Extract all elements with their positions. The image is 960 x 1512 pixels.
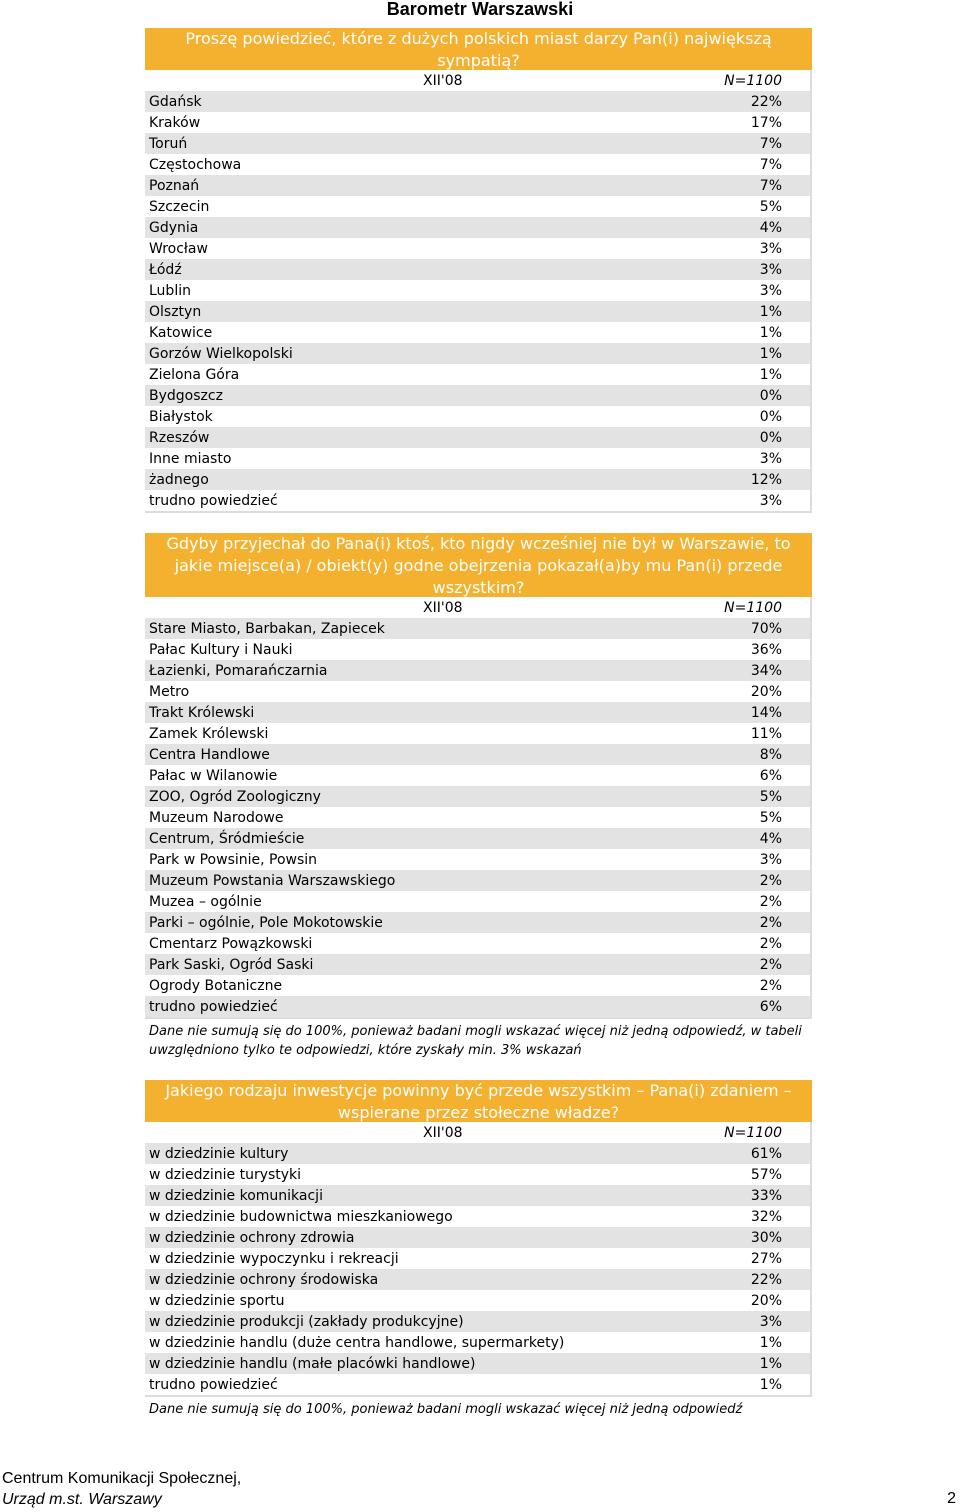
row-label: ZOO, Ogród Zoologiczny [149,788,321,805]
row-value: 20% [750,683,782,700]
row-label: Gdynia [149,219,199,236]
row-value: 4% [759,219,782,236]
table-row [145,490,810,511]
footnote: Dane nie sumują się do 100%, ponieważ badani mogli wskazać więcej niż jedną odpowiedź, w tabeli uwzględniono tylko te odpowiedzi, które zyskały min. 3% wskazań [149,1024,802,1058]
table-row [145,639,810,660]
row-value: 2% [759,956,782,973]
row-label: Katowice [149,324,213,341]
row-label: w dziedzinie ochrony zdrowia [149,1229,355,1246]
period-label: XII'08 [423,599,463,616]
row-label: Muzeum Narodowe [149,809,284,826]
question-header: Jakiego rodzaju inwestycje powinny być przede wszystkim – Pana(i) zdaniem – wspierane przez stołeczne władze? [145,1080,812,1122]
footer-office: Urząd m.st. Warszawy [2,1491,162,1508]
table-row [145,912,810,933]
row-value: 8% [759,746,782,763]
row-value: 22% [750,93,782,110]
row-label: Bydgoszcz [149,387,223,404]
table-row [145,702,810,723]
footer-organization: Centrum Komunikacji Społecznej, [2,1470,242,1487]
row-value: 7% [759,156,782,173]
row-value: 17% [750,114,782,131]
row-label: Toruń [149,135,188,152]
row-value: 57% [750,1166,782,1183]
table-row [145,744,810,765]
row-value: 20% [750,1292,782,1309]
row-value: 4% [759,830,782,847]
table-row [145,175,810,196]
table-row [145,891,810,912]
row-label: w dziedzinie produkcji (zakłady produkcyjne) [149,1313,464,1330]
question-header: Proszę powiedzieć, które z dużych polskich miast darzy Pan(i) największą sympatią? [145,28,812,70]
row-label: w dziedzinie budownictwa mieszkaniowego [149,1208,453,1225]
row-label: Ogrody Botaniczne [149,977,283,994]
table-row [145,1248,810,1269]
row-label: w dziedzinie turystyki [149,1166,302,1183]
row-value: 14% [750,704,782,721]
row-label: Pałac Kultury i Nauki [149,641,293,658]
table-body [145,91,810,511]
row-value: 0% [759,408,782,425]
row-value: 2% [759,914,782,931]
row-value: 12% [750,471,782,488]
row-value: 1% [759,1334,782,1351]
row-label: Muzeum Powstania Warszawskiego [149,872,396,889]
table-row [145,1353,810,1374]
table-row [145,91,810,112]
sample-size: N=1100 [724,72,782,89]
table-row [145,1374,810,1395]
results-table [145,597,812,1019]
table-row [145,1206,810,1227]
table-row [145,681,810,702]
table-row [145,448,810,469]
row-label: Gorzów Wielkopolski [149,345,293,362]
row-label: Cmentarz Powązkowski [149,935,313,952]
row-label: Olsztyn [149,303,202,320]
table-row [145,196,810,217]
row-label: Centrum, Śródmieście [149,830,305,847]
table-row [145,1164,810,1185]
table-row [145,975,810,996]
row-label: Częstochowa [149,156,242,173]
row-value: 3% [759,492,782,509]
row-value: 11% [750,725,782,742]
results-table [145,70,812,513]
results-table [145,1122,812,1397]
table-row [145,996,810,1017]
row-label: Muzea – ogólnie [149,893,262,910]
row-value: 6% [759,998,782,1015]
row-label: Łazienki, Pomarańczarnia [149,662,328,679]
table-row [145,301,810,322]
row-value: 2% [759,872,782,889]
survey-cities [145,28,812,513]
row-value: 3% [759,282,782,299]
row-label: Trakt Królewski [149,704,255,721]
sample-size: N=1100 [724,599,782,616]
row-value: 7% [759,135,782,152]
table-row [145,1227,810,1248]
row-value: 0% [759,429,782,446]
table-row [145,1332,810,1353]
row-label: trudno powiedzieć [149,492,278,509]
row-label: trudno powiedzieć [149,1376,278,1393]
row-value: 3% [759,261,782,278]
table-row [145,933,810,954]
table-row [145,217,810,238]
row-value: 22% [750,1271,782,1288]
table-row [145,259,810,280]
table-row [145,406,810,427]
row-label: w dziedzinie ochrony środowiska [149,1271,379,1288]
row-value: 7% [759,177,782,194]
table-row [145,1185,810,1206]
table-row [145,807,810,828]
row-value: 70% [750,620,782,637]
row-label: Lublin [149,282,191,299]
table-meta-row [145,597,810,618]
table-body [145,1143,810,1395]
table-row [145,828,810,849]
row-value: 3% [759,851,782,868]
row-value: 1% [759,1376,782,1393]
row-value: 2% [759,977,782,994]
table-row [145,364,810,385]
page-number: 2 [947,1490,956,1507]
row-value: 5% [759,198,782,215]
row-value: 6% [759,767,782,784]
table-row [145,238,810,259]
table-row [145,723,810,744]
table-row [145,870,810,891]
table-row [145,954,810,975]
row-value: 34% [750,662,782,679]
row-value: 0% [759,387,782,404]
period-label: XII'08 [423,1124,463,1141]
row-label: żadnego [149,471,209,488]
row-label: Łódź [149,261,182,278]
table-meta-row [145,70,810,91]
table-row [145,618,810,639]
table-row [145,1290,810,1311]
row-label: trudno powiedzieć [149,998,278,1015]
row-label: Gdańsk [149,93,202,110]
table-row [145,280,810,301]
table-row [145,1269,810,1290]
page-title: Barometr Warszawski [386,0,574,19]
table-row [145,385,810,406]
row-value: 2% [759,935,782,952]
table-row [145,343,810,364]
row-label: Poznań [149,177,200,194]
row-label: Pałac w Wilanowie [149,767,278,784]
table-row [145,1311,810,1332]
row-value: 1% [759,366,782,383]
row-label: Metro [149,683,190,700]
row-label: Park w Powsinie, Powsin [149,851,318,868]
row-label: Stare Miasto, Barbakan, Zapiecek [149,620,385,637]
footnote: Dane nie sumują się do 100%, ponieważ badani mogli wskazać więcej niż jedną odpowiedź [149,1402,743,1417]
row-label: w dziedzinie komunikacji [149,1187,323,1204]
row-value: 36% [750,641,782,658]
table-meta-row [145,1122,810,1143]
row-label: w dziedzinie sportu [149,1292,285,1309]
row-value: 32% [750,1208,782,1225]
table-row [145,786,810,807]
row-label: Parki – ogólnie, Pole Mokotowskie [149,914,383,931]
row-value: 1% [759,303,782,320]
row-value: 30% [750,1229,782,1246]
row-value: 2% [759,893,782,910]
row-label: Białystok [149,408,213,425]
row-label: Szczecin [149,198,210,215]
survey-investments [145,1080,812,1419]
table-row [145,112,810,133]
row-value: 5% [759,809,782,826]
table-row [145,133,810,154]
row-value: 5% [759,788,782,805]
row-label: w dziedzinie wypoczynku i rekreacji [149,1250,399,1267]
question-header: Gdyby przyjechał do Pana(i) ktoś, kto nigdy wcześniej nie był w Warszawie, to jakie miejsce(a) / obiekt(y) godne obejrzenia pokazał(a)by mu Pan(i) przede wszystkim? [145,533,812,597]
row-label: Zamek Królewski [149,725,269,742]
row-value: 1% [759,345,782,362]
row-value: 27% [750,1250,782,1267]
row-value: 33% [750,1187,782,1204]
row-label: Kraków [149,114,201,131]
period-label: XII'08 [423,72,463,89]
table-row [145,427,810,448]
row-value: 3% [759,240,782,257]
row-label: w dziedzinie handlu (duże centra handlowe, supermarkety) [149,1334,565,1351]
row-value: 1% [759,1355,782,1372]
row-value: 61% [750,1145,782,1162]
survey-places [145,533,812,1060]
row-label: w dziedzinie handlu (małe placówki handlowe) [149,1355,476,1372]
table-row [145,765,810,786]
table-row [145,849,810,870]
table-row [145,154,810,175]
row-label: Park Saski, Ogród Saski [149,956,314,973]
row-label: w dziedzinie kultury [149,1145,289,1162]
row-value: 3% [759,1313,782,1330]
row-label: Centra Handlowe [149,746,270,763]
table-body [145,618,810,1017]
row-label: Wrocław [149,240,208,257]
table-row [145,1143,810,1164]
table-row [145,322,810,343]
table-row [145,660,810,681]
row-label: Inne miasto [149,450,232,467]
table-row [145,469,810,490]
row-value: 1% [759,324,782,341]
row-label: Zielona Góra [149,366,240,383]
row-value: 3% [759,450,782,467]
row-label: Rzeszów [149,429,210,446]
sample-size: N=1100 [724,1124,782,1141]
